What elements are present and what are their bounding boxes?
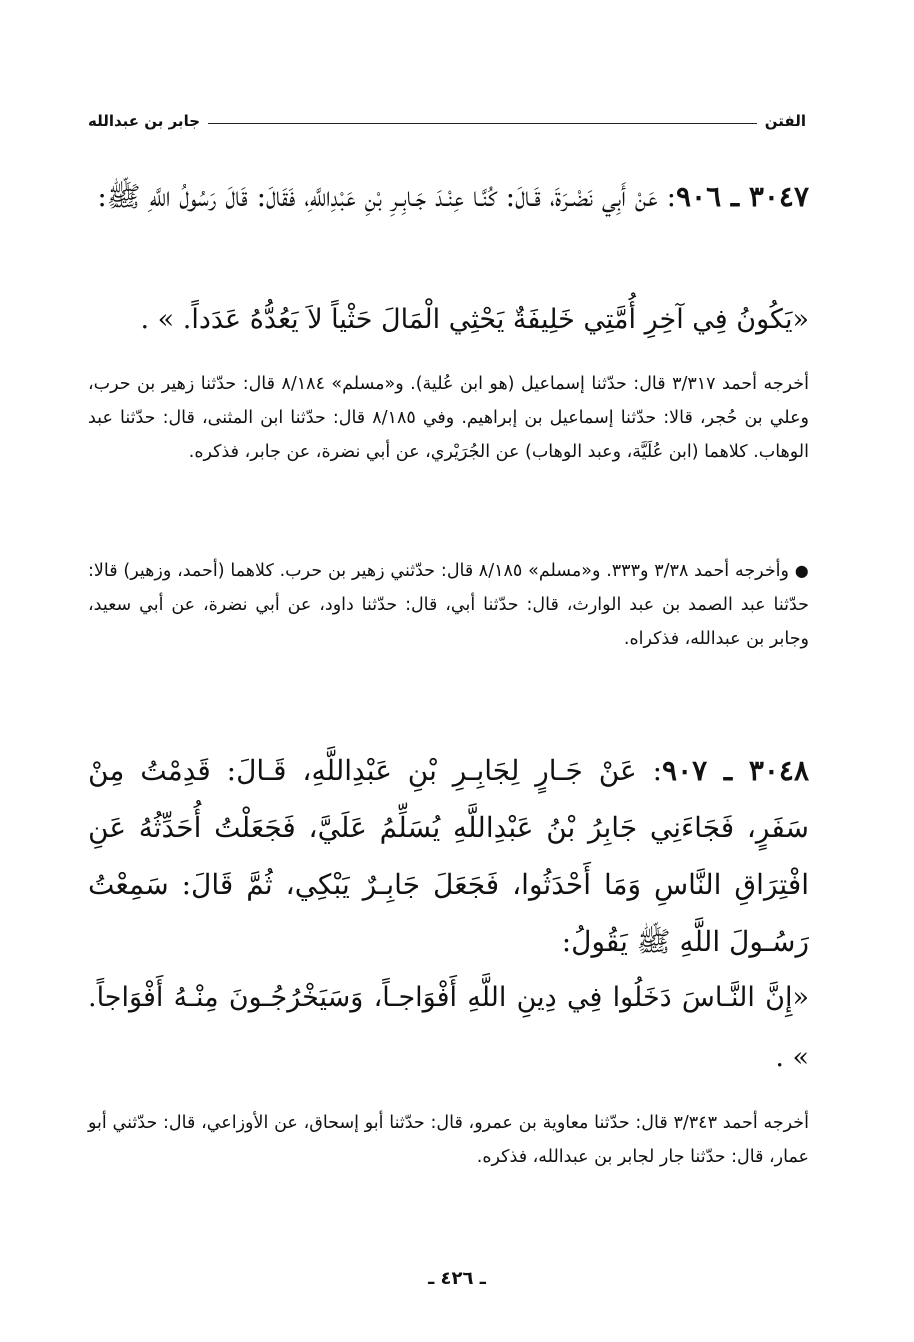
header-section: جابر بن عبدالله [88, 112, 201, 130]
footnote-907 [88, 1106, 809, 1174]
hadith-quote: «يَكُونُ فِي آخِرِ أُمَّتِي خَلِيفَةٌ يَحْثِي الْمَالَ حَثْياً لاَ يَعُدُّهُ عَدَداً. » . [140, 304, 809, 335]
header-rule [208, 123, 757, 124]
hadith-907-quote [88, 968, 809, 1088]
footnote-text: وأخرجه أحمد ٣/٣٨ و٣٣٣. و«مسلم» ٨/١٨٥ قال: حدّثني زهير بن حرب. كلاهما (أحمد، وزهير) قالا: حدّثنا عبد الصمد بن عبد الوارث، قال: حدّثنا أبي، قال: حدّثنا داود، عن أبي نضرة، عن أبي سعيد، وجابر بن عبدالله، فذكراه. [88, 561, 809, 649]
footnote-text: أخرجه أحمد ٣/٣١٧ قال: حدّثنا إسماعيل (هو ابن عُلية). و«مسلم» ٨/١٨٤ قال: حدّثنا زهير بن حرب، وعلي بن حُجر، قالا: حدّثنا إسماعيل بن إبراهيم. وفي ٨/١٨٥ قال: حدّثنا ابن المثنى، قال: حدّثنا عبد الوهاب. كلاهما (ابن عُلَيَّة، وعبد الوهاب) عن الجُرَيْري، عن أبي نضرة، عن جابر، فذكره. [88, 374, 809, 462]
hadith-text: : عَنْ أَبِي نَضْـرَةَ، قَـالَ: كُنَّـا عِنْـدَ جَـابِـرِ بْنِ عَبْدِاللَّهِ، فَقَالَ: قَالَ رَسُولُ اللَّهِ ﷺ: [97, 180, 677, 213]
footnote-906-additional [88, 554, 809, 656]
page-number: ـ ٤٢٦ ـ [428, 1268, 486, 1289]
hadith-quote: «إِنَّ النَّـاسَ دَخَلُوا فِي دِينِ اللَّهِ أَفْوَاجـاً، وَسَيَخْرُجُـونَ مِنْـهُ أَفْوَاجاً. » . [88, 982, 809, 1073]
hadith-number: ٣٠٤٨ ـ ٩٠٧ [662, 754, 809, 787]
footnote-906 [88, 367, 809, 469]
hadith-906-quote [88, 290, 809, 350]
footnote-text: أخرجه أحمد ٣/٣٤٣ قال: حدّثنا معاوية بن عمرو، قال: حدّثنا أبو إسحاق، عن الأوزاعي، قال: حدّثني أبو عمار، قال: حدّثنا جار لجابر بن عبدالله، فذكره. [88, 1113, 809, 1167]
hadith-907 [88, 742, 809, 970]
header-chapter: الفتن [764, 112, 806, 130]
hadith-906 [88, 168, 809, 225]
running-header [88, 100, 806, 130]
hadith-text: : عَنْ جَـارٍ لِجَابِـرِ بْنِ عَبْدِاللَّهِ، قَـالَ: قَدِمْتُ مِنْ سَفَرٍ، فَجَاءَنِي جَابِرُ بْنُ عَبْدِاللَّهِ يُسَلِّمُ عَلَيَّ، فَجَعَلْتُ أُحَدِّثُهُ عَنِ افْتِرَاقِ النَّاسِ وَمَا أَحْدَثُوا، فَجَعَلَ جَابِـرٌ يَبْكِي، ثُمَّ قَالَ: سَمِعْتُ رَسُـولَ اللَّهِ ﷺ يَقُولُ: [88, 754, 809, 958]
bullet-icon: ● [794, 561, 809, 580]
hadith-number: ٣٠٤٧ ـ ٩٠٦ [676, 180, 809, 213]
